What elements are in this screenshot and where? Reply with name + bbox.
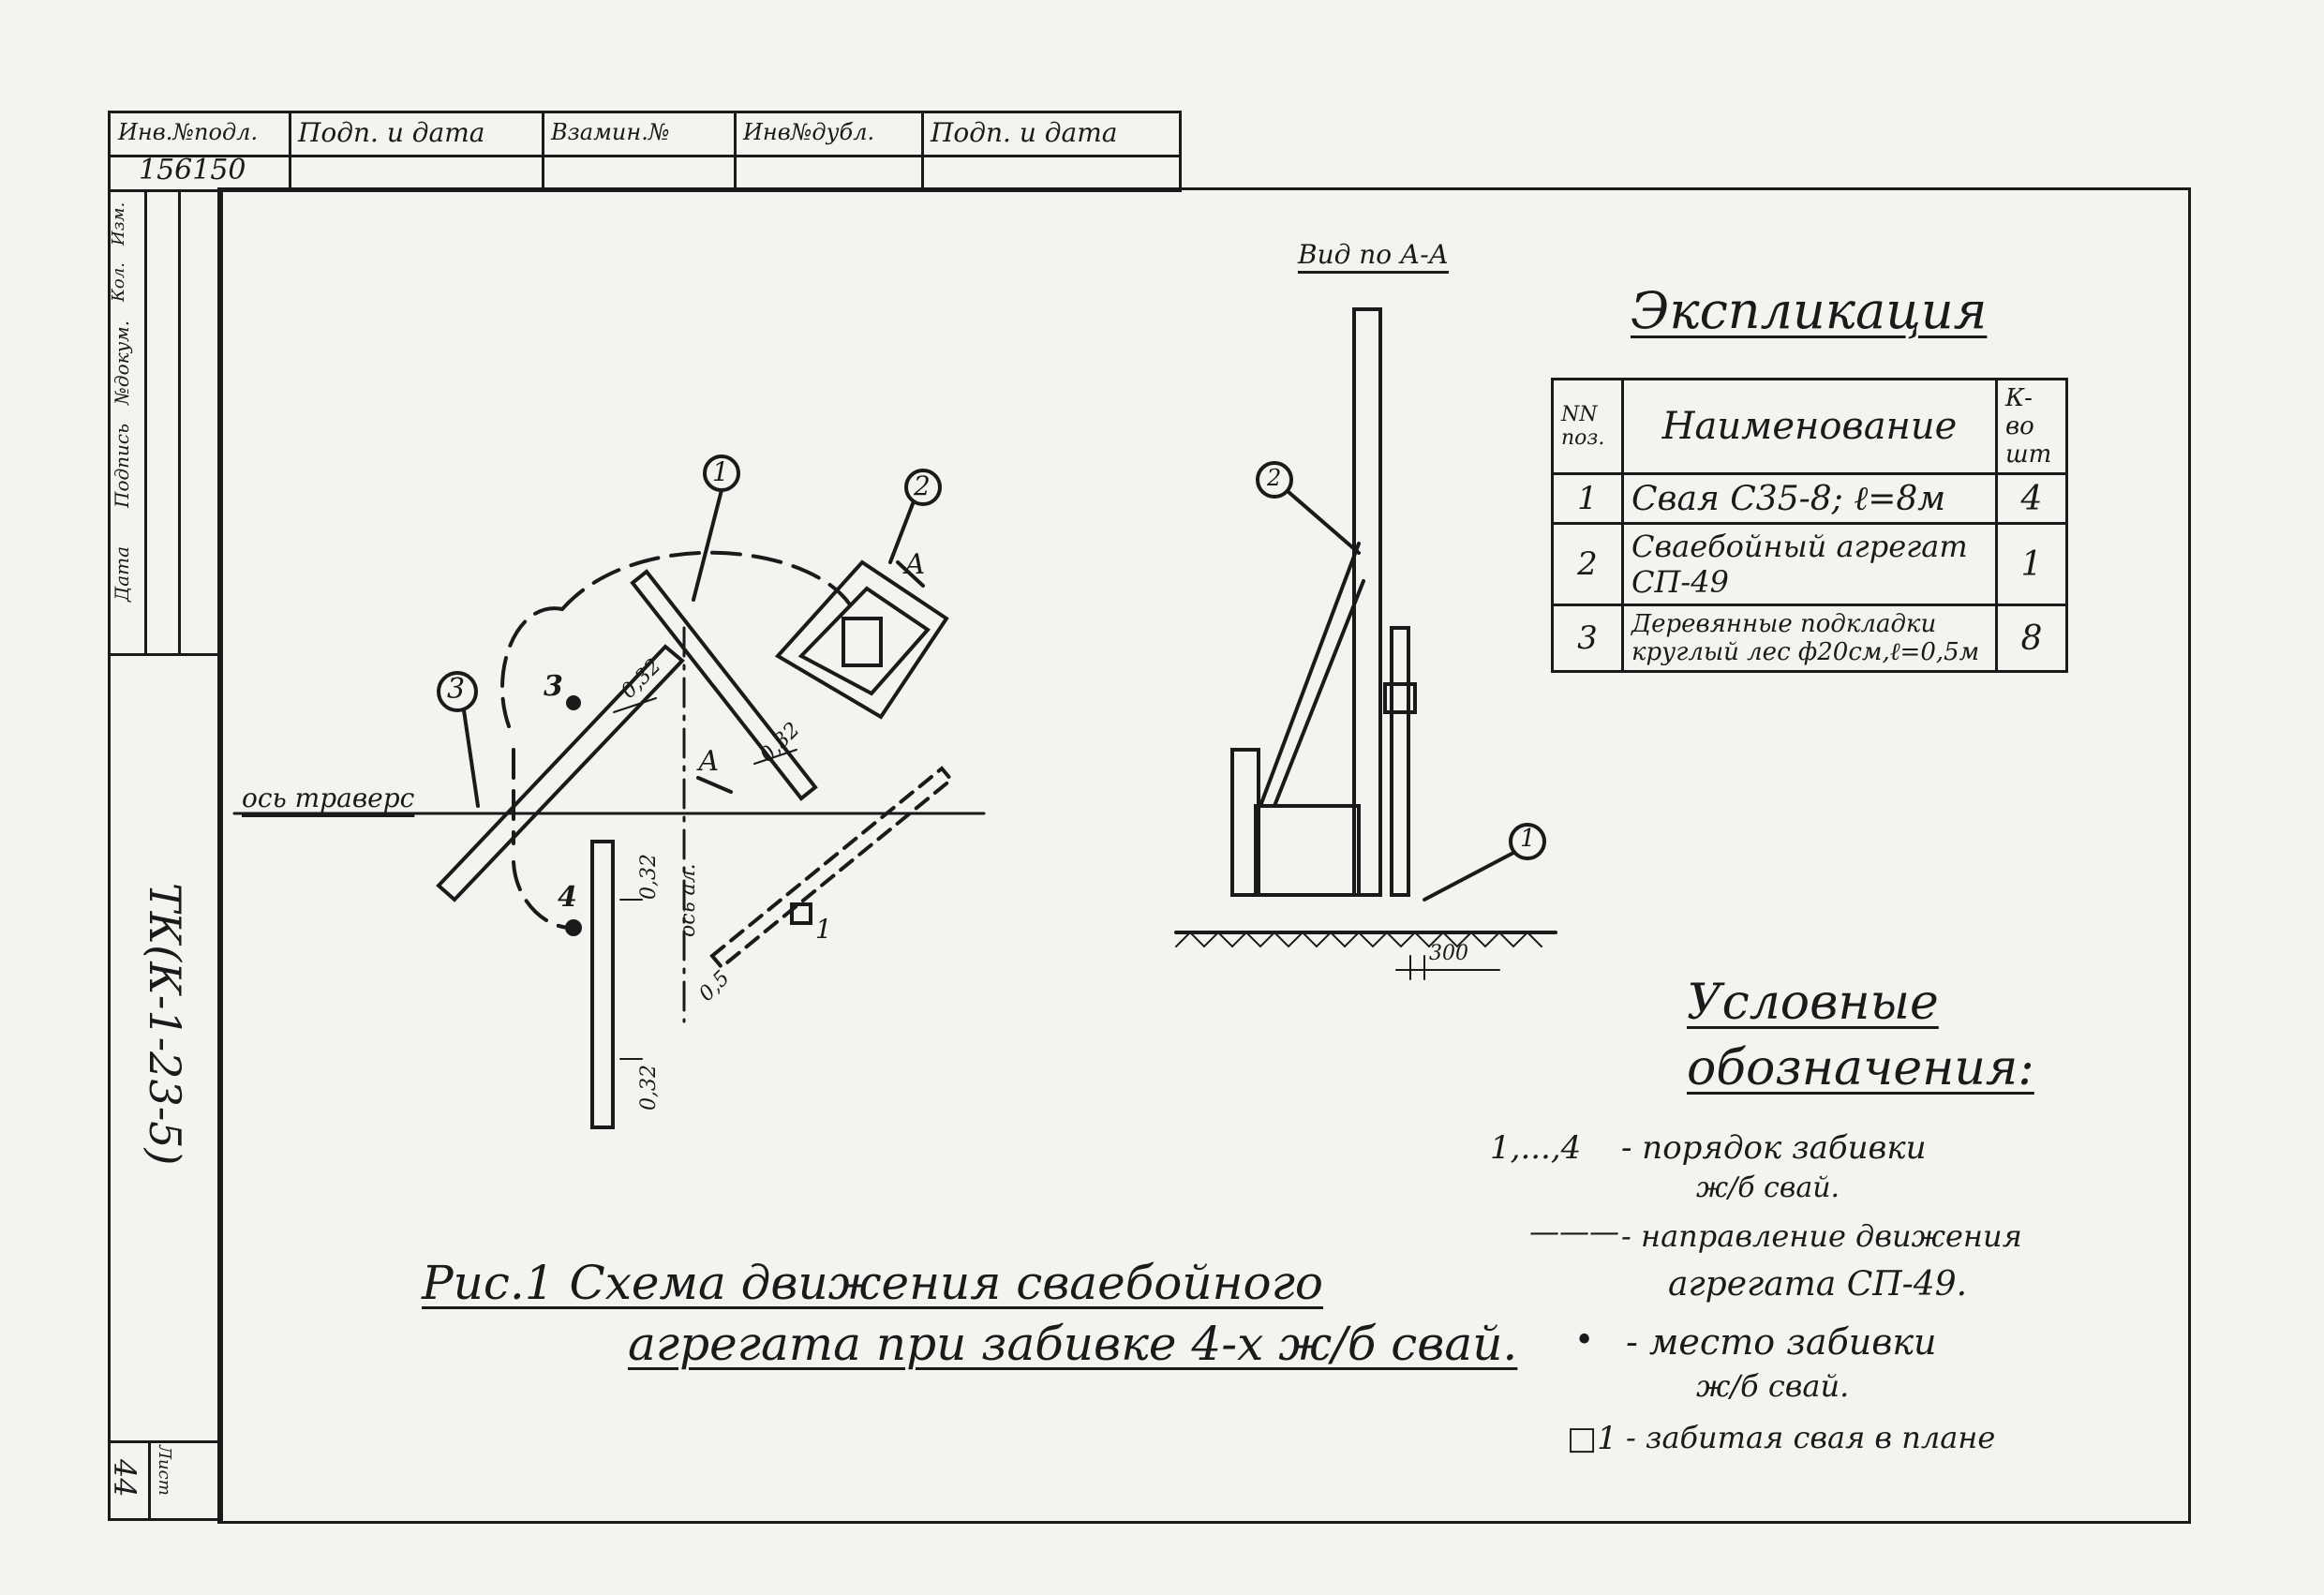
col-name-header: Наименование	[1623, 380, 1997, 474]
dim-3: 0,32	[637, 854, 661, 900]
document-code: ТК(К-1-23-5)	[140, 883, 190, 1166]
row-name: Сваебойный агрегат СП-49	[1623, 524, 1997, 605]
dim-1: 0,32	[617, 654, 666, 704]
sheet-label: Лист	[155, 1445, 174, 1496]
legend-title-2: обозначения:	[1687, 1040, 2034, 1096]
legend-text-square: - забитая свая в плане	[1626, 1420, 1996, 1455]
row-pos: 3	[1553, 605, 1623, 672]
row-name: Свая С35-8; ℓ=8м	[1623, 474, 1997, 524]
order-label-1: 1	[815, 914, 832, 945]
row-qty: 8	[1997, 605, 2067, 672]
row-pos: 1	[1553, 474, 1623, 524]
section-mark-a-top: А	[904, 548, 926, 581]
axis-label: ось траверс	[242, 783, 415, 813]
plan-callout-2: 2	[914, 470, 931, 501]
plan-callout-1: 1	[712, 456, 729, 487]
stamp-header-3: Взамин.№	[551, 119, 670, 145]
legend-text-order-2: ж/б свай.	[1696, 1171, 1840, 1204]
side-label-izm: Изм.	[109, 201, 128, 246]
legend-text-order-1: - порядок забивки	[1621, 1129, 1927, 1167]
caption-line-2: агрегата при забивке 4-х ж/б свай.	[628, 1317, 1518, 1371]
col-qty-header: К-во шт	[1997, 380, 2067, 474]
stamp-header-5: Подп. и дата	[931, 117, 1118, 148]
table-row	[1553, 605, 2067, 672]
order-label-3: 3	[544, 670, 563, 703]
side-label-date: Дата	[111, 545, 133, 602]
dim-4: 0,32	[637, 1065, 661, 1111]
order-label-4: 4	[558, 881, 577, 914]
side-label-kol: Кол.	[109, 262, 128, 302]
legend-symbol-order: 1,...,4	[1490, 1129, 1582, 1167]
legend-title-1: Условные	[1687, 975, 1939, 1031]
legend-text-dot-2: ж/б свай.	[1696, 1368, 1850, 1404]
section-dim-300: 300	[1429, 942, 1468, 965]
table-row	[1553, 474, 2067, 524]
stamp-header-1: Инв.№подл.	[118, 119, 259, 145]
section-callout-1: 1	[1520, 825, 1536, 853]
row-name: Деревянные подкладки круглый лес ф20см,ℓ=0,5м	[1623, 605, 1997, 672]
sheet-number: 44	[107, 1459, 142, 1498]
stamp-header-4: Инв№дубл.	[743, 119, 875, 145]
stamp-inv-number: 156150	[139, 154, 246, 186]
legend-text-dot-1: - место забивки	[1626, 1321, 1937, 1363]
row-pos: 2	[1553, 524, 1623, 605]
axis-label-vertical: ось ал.	[677, 863, 700, 937]
dim-2: 0,32	[755, 718, 805, 768]
legend-symbol-square: □1	[1567, 1420, 1617, 1457]
section-mark-a-bottom: А	[698, 745, 720, 778]
explication-table	[1551, 378, 2068, 673]
stamp-header-2: Подп. и дата	[298, 117, 485, 148]
legend-symbol-dot: •	[1574, 1321, 1595, 1360]
caption-line-1: Рис.1 Схема движения сваебойного	[422, 1256, 1323, 1310]
legend-text-line-2: агрегата СП-49.	[1668, 1265, 1968, 1304]
section-view-title: Вид по А-А	[1298, 239, 1449, 270]
plan-callout-3: 3	[447, 673, 466, 706]
row-qty: 1	[1997, 524, 2067, 605]
table-row	[1553, 524, 2067, 605]
legend-symbol-line: ———	[1529, 1214, 1619, 1249]
explication-title: Экспликация	[1631, 281, 1988, 340]
side-label-doc: №докум.	[111, 320, 133, 405]
col-pos-header: NN поз.	[1553, 380, 1623, 474]
section-callout-2: 2	[1267, 465, 1282, 491]
side-label-sign: Подпись	[111, 423, 133, 508]
legend-text-line-1: - направление движения	[1621, 1218, 2022, 1254]
dim-5: 0,5	[694, 966, 735, 1006]
row-qty: 4	[1997, 474, 2067, 524]
